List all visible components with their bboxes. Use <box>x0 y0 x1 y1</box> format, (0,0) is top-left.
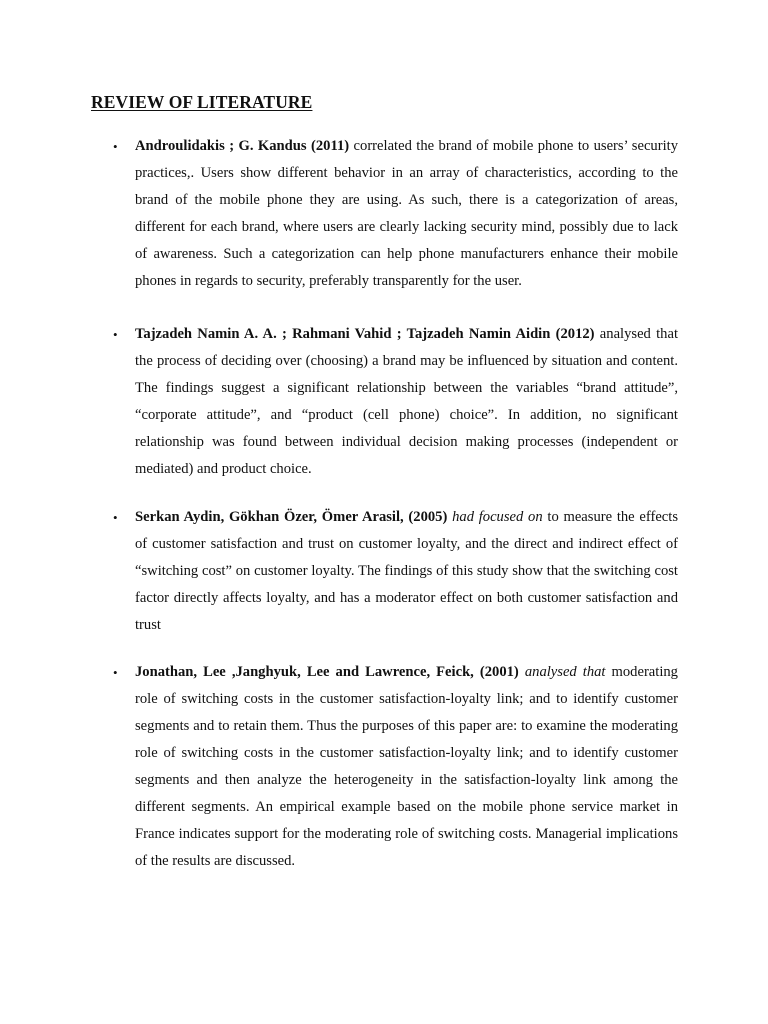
entry-text: to measure the effects of customer satisfaction and trust on customer loyalty, and the direct and indirect effect of “switching cost” on customer loyalty. The findings of this study show that the switching cost factor directly affects loyalty, and has a moderator effect on both customer satisfaction and trust <box>135 509 679 633</box>
entry-verb: analysed that <box>524 664 606 680</box>
bullet-icon: • <box>113 665 118 680</box>
entry-author: Jonathan, Lee ,Janghyuk, Lee and Lawrence, Feick, (2001) <box>135 664 519 680</box>
entry-text: analysed that the process of deciding over (choosing) a brand may be influenced by situation and content. The findings suggest a significant relationship between the variables “brand attitude”, “corporate attitude”, and “product (cell phone) choice”. In addition, no significant relationship was found between individual decision making processes (independent or mediated) and product choice. <box>135 326 678 477</box>
literature-entry <box>113 659 678 875</box>
bullet-icon: • <box>113 510 118 525</box>
literature-entry <box>113 504 679 639</box>
entry-author: Androulidakis ; G. Kandus (2011) <box>135 138 350 154</box>
entry-verb: had focused on <box>452 509 543 525</box>
entry-author: Tajzadeh Namin A. A. ; Rahmani Vahid ; Tajzadeh Namin Aidin (2012) <box>135 326 595 342</box>
bullet-icon: • <box>113 327 118 342</box>
entry-text: moderating role of switching costs in the customer satisfaction-loyalty link; and to identify customer segments and to retain them. Thus the purposes of this paper are: to examine the moderating role of switching costs in the customer satisfaction-loyalty link; and to identify customer segments and then analyze the heterogeneity in the satisfaction-loyalty link among the different segments. An empirical example based on the mobile phone service market in France indicates support for the moderating role of switching costs. Managerial implications of the results are discussed. <box>135 664 678 869</box>
entry-author: Serkan Aydin, Gökhan Özer, Ömer Arasil, (2005) <box>135 509 448 525</box>
literature-entry <box>113 321 678 483</box>
literature-entry <box>113 133 678 295</box>
page-title: REVIEW OF LITERATURE <box>91 92 313 112</box>
entry-text: correlated the brand of mobile phone to users’ security practices,. Users show different behavior in an array of characteristics, according to the brand of the mobile phone they are using. As such, there is a categorization of areas, different for each brand, where users are clearly lacking security mind, possibly due to lack of awareness. Such a categorization can help phone manufacturers enhance their mobile phones in regards to security, preferably transparently for the user. <box>135 138 678 289</box>
bullet-icon: • <box>113 139 118 154</box>
